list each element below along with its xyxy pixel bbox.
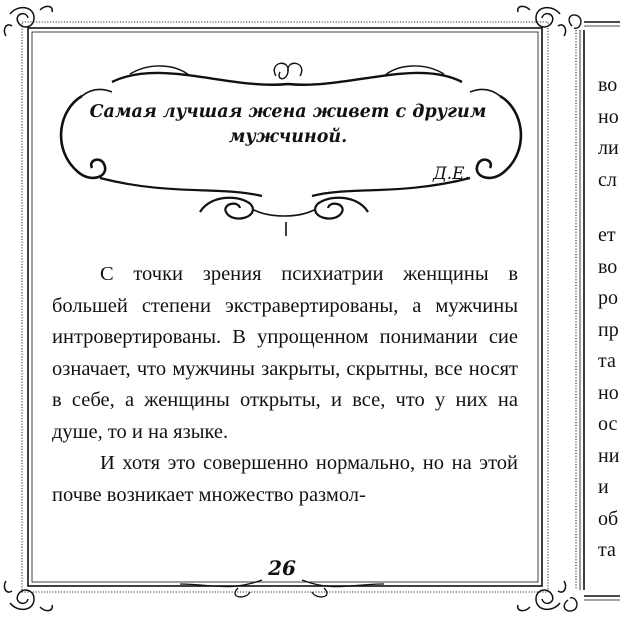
fragment-line: ос [598, 413, 618, 435]
fragment-line: сл [598, 168, 617, 191]
fragment-line: ет [598, 224, 616, 246]
epigraph-author: Д.Е. [432, 164, 470, 184]
fragment-line: та [598, 539, 616, 561]
fragment-line: во [598, 74, 618, 96]
fragment-line: но [598, 105, 619, 128]
page-number: 26 [268, 556, 296, 580]
fragment-line: но [598, 381, 619, 404]
fragment-line: ни [598, 444, 620, 467]
fragment-line: во [598, 255, 618, 278]
epigraph-quote: Самая лучшая жена живет с другим мужчиной. [89, 102, 487, 147]
body-text [52, 259, 518, 511]
page-number-ornament [180, 580, 384, 597]
fragment-line: и [598, 476, 609, 498]
paragraph: И хотя это совершенно нормально, но на этой почве возникает множество размол- [52, 452, 518, 506]
fragment-line: та [598, 350, 616, 372]
paragraph: С точки зрения психиатрии женщины в большей степени экстравертированы, а мужчины интровертированы. В упрощенном понимании сие означает, что мужчины закрыты, скрытны, все носят в себе, а женщины открыты, и все, что у них на душе, то и на языке. [52, 263, 518, 443]
fragment-line: пр [598, 318, 619, 341]
fragment-line: ро [598, 287, 618, 309]
next-page-text-fragments [598, 70, 620, 567]
fragment-line: об [598, 507, 619, 530]
fragment-line: ли [598, 137, 619, 159]
